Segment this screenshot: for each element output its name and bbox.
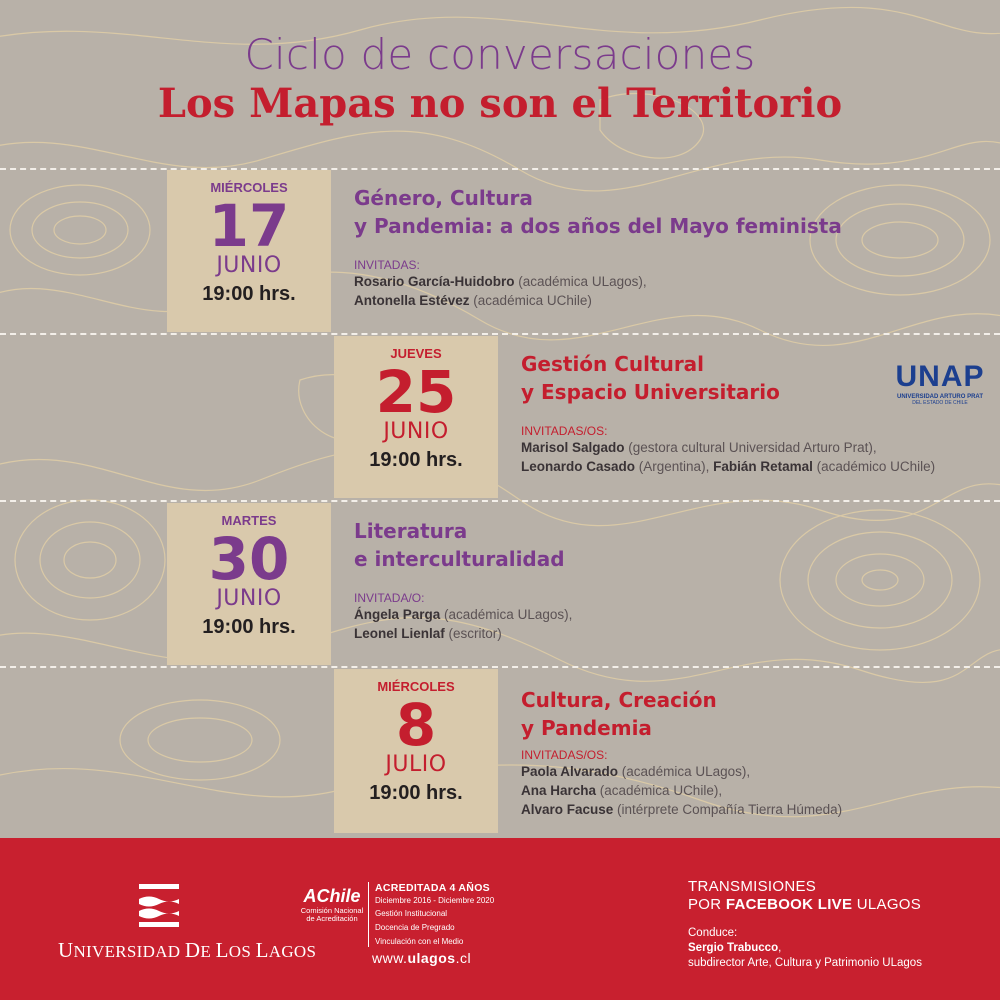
transmission-line2: POR FACEBOOK LIVE ULAGOS [688, 896, 922, 913]
event-month: JUNIO [216, 253, 282, 278]
transmission-line1: TRANSMISIONES [688, 878, 817, 895]
event-talk [354, 517, 572, 643]
event-month: JUNIO [216, 586, 282, 611]
event-day-number: 17 [208, 192, 290, 260]
guest-name: Marisol Salgado [521, 440, 625, 455]
accreditation-info [368, 882, 494, 947]
event-time: 19:00 hrs. [202, 616, 296, 638]
event-day-number: 30 [208, 525, 290, 593]
guest-name: Antonella Estévez [354, 293, 470, 308]
guests-label: INVITADAS/OS: [521, 748, 608, 762]
guest-role: (académica UChile) [469, 293, 592, 308]
guest-item [521, 781, 842, 800]
guest-role: (académica ULagos), [514, 274, 647, 289]
guest-item [354, 605, 572, 624]
divider [0, 333, 1000, 335]
guests-label: INVITADAS/OS: [521, 424, 608, 438]
event-title-line1: Literatura [354, 519, 468, 543]
accreditation-dates: Diciembre 2016 - Diciembre 2020 [375, 896, 495, 905]
event-day-number: 25 [375, 358, 457, 426]
event-weekday: MIÉRCOLES [210, 180, 288, 195]
event-title-line1: Cultura, Creación [521, 688, 717, 712]
accreditation-logo [298, 886, 366, 923]
unap-logo [890, 360, 990, 406]
event-time: 19:00 hrs. [369, 782, 463, 804]
unap-logo-subtitle: DEL ESTADO DE CHILE [912, 400, 968, 406]
accreditation-area: Vinculación con el Medio [375, 937, 464, 946]
website-link[interactable]: www.ulagos.cl [372, 950, 472, 966]
event-title-line1: Gestión Cultural [521, 352, 705, 376]
guest-role: (intérprete Compañía Tierra Húmeda) [613, 802, 843, 817]
event-talk [521, 686, 842, 819]
event-date-box [334, 669, 498, 833]
guest-item [521, 457, 935, 476]
guest-name: Leonardo Casado [521, 459, 636, 474]
event-talk [521, 350, 935, 476]
event-time: 19:00 hrs. [202, 283, 296, 305]
guest-role: (gestora cultural Universidad Arturo Prat), [624, 440, 877, 455]
guest-name: Ángela Parga [354, 607, 441, 622]
divider [0, 666, 1000, 668]
achile-line: de Acreditación [306, 914, 358, 923]
event-title-line1: Género, Cultura [354, 186, 533, 210]
guest-role: (escritor) [444, 626, 502, 641]
guest-item [354, 624, 572, 643]
event-time: 19:00 hrs. [369, 449, 463, 471]
guests-label: INVITADA/O: [354, 591, 425, 605]
guest-name: Ana Harcha [521, 783, 597, 798]
unap-logo-subtitle: UNIVERSIDAD ARTURO PRAT [896, 394, 983, 400]
event-date-box [334, 336, 498, 498]
guest-role: (académica ULagos), [618, 764, 751, 779]
accreditation-area: Docencia de Pregrado [375, 923, 455, 932]
host-label: Conduce: [688, 927, 738, 939]
university-logo-icon [138, 882, 180, 928]
event-month: JULIO [385, 752, 447, 777]
unap-logo-text: UNAP [895, 360, 985, 393]
guest-name: Alvaro Facuse [521, 802, 614, 817]
event-day-number: 8 [395, 691, 437, 759]
university-name: UNIVERSIDAD DE LOS LAGOS [58, 938, 317, 962]
divider [0, 500, 1000, 502]
achile-line: Comisión Nacional [300, 906, 364, 915]
series-subtitle: Los Mapas no son el Territorio [157, 80, 843, 127]
guest-name: Leonel Lienlaf [354, 626, 445, 641]
host-role: subdirector Arte, Cultura y Patrimonio ULagos [688, 957, 922, 969]
event-weekday: MIÉRCOLES [377, 679, 455, 694]
guests-label: INVITADAS: [354, 258, 420, 272]
guest-item [521, 762, 842, 781]
guest-name: Rosario García-Huidobro [354, 274, 515, 289]
event-month: JUNIO [383, 419, 449, 444]
event-title-line2: y Espacio Universitario [521, 380, 780, 404]
achile-mark: AChile [303, 886, 361, 906]
event-date-box [167, 503, 331, 665]
guest-name: Paola Alvarado [521, 764, 619, 779]
guest-name: Fabián Retamal [713, 459, 813, 474]
accreditation-area: Gestión Institucional [375, 909, 448, 918]
divider [0, 168, 1000, 170]
guest-role: (académico UChile) [812, 459, 936, 474]
event-talk [354, 184, 842, 310]
host-info [688, 926, 922, 971]
event-title-line2: y Pandemia [521, 716, 652, 740]
guest-item [521, 438, 935, 457]
transmission-info [688, 878, 921, 914]
event-title-line2: y Pandemia: a dos años del Mayo feminista [354, 214, 842, 238]
guest-role: (académica ULagos), [440, 607, 573, 622]
guest-role: (Argentina), [635, 459, 714, 474]
series-title: Ciclo de conversaciones [244, 30, 756, 79]
guest-item [521, 800, 842, 819]
footer [0, 838, 1000, 1000]
guest-item [354, 272, 842, 291]
event-weekday: MARTES [221, 513, 277, 528]
host-name-line: Sergio Trabucco, [688, 942, 782, 954]
event-weekday: JUEVES [390, 346, 442, 361]
guest-item [354, 291, 842, 310]
event-date-box [167, 170, 331, 332]
event-title-line2: e interculturalidad [354, 547, 565, 571]
guest-role: (académica UChile), [596, 783, 723, 798]
accreditation-title: ACREDITADA 4 AÑOS [375, 882, 490, 894]
